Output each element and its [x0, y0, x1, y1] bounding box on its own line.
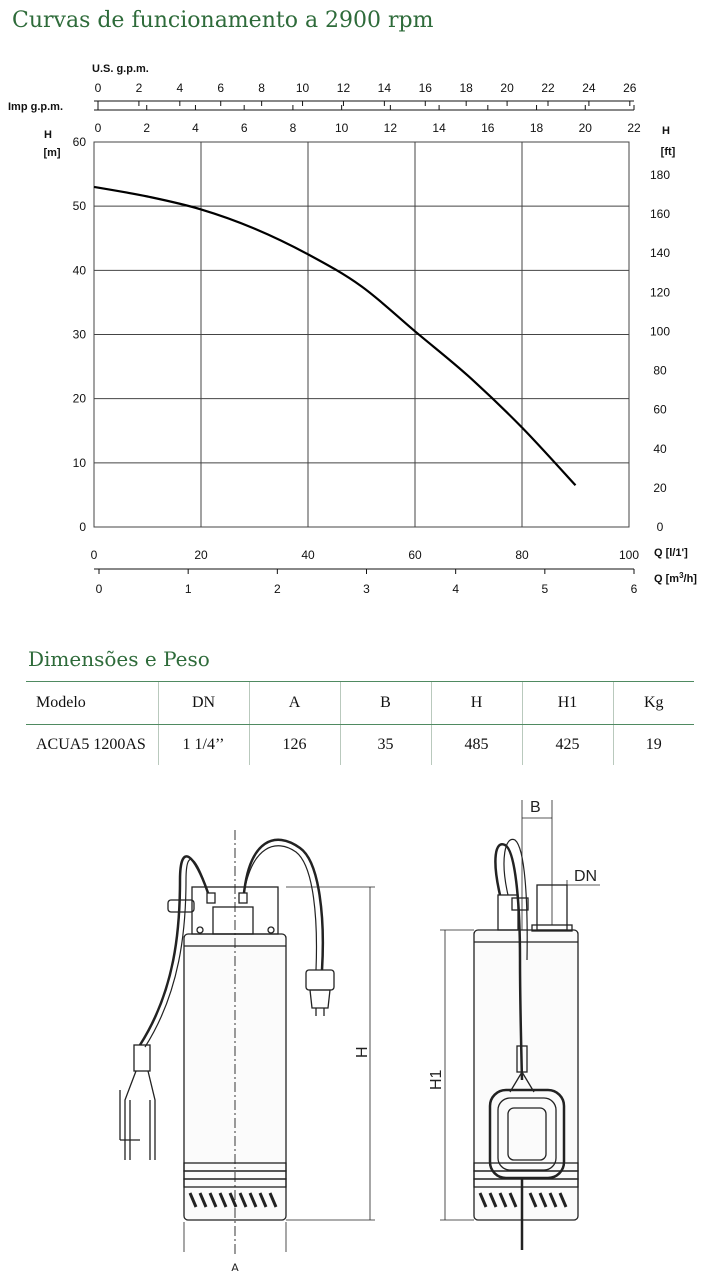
- header-dn: DN: [158, 682, 249, 725]
- pump-dimension-drawing: [0, 790, 722, 1271]
- y-tick-label-ft: 100: [649, 324, 671, 339]
- cell-h: 485: [431, 725, 522, 766]
- y-tick-label-m: 40: [72, 263, 86, 278]
- axis-label-impgpm: Imp g.p.m.: [8, 101, 63, 113]
- performance-chart: [0, 50, 722, 605]
- table-row: [26, 725, 694, 766]
- y-tick-label-ft: 160: [649, 207, 671, 222]
- axis-label-m3h: Q $[m^3/h]$: [654, 571, 697, 585]
- x-tick-label-impgpm: 4: [192, 121, 199, 135]
- header-modelo: Modelo: [26, 682, 158, 725]
- x-tick-label-usgpm: 18: [459, 81, 473, 95]
- x-tick-label-usgpm: 0: [94, 81, 102, 95]
- y-tick-label-m: 10: [72, 455, 86, 470]
- x-tick-label-lps: 100: [618, 548, 640, 562]
- axis-label-lps: Q [l/1']: [654, 547, 688, 559]
- y-axis-label-m: H: [44, 129, 52, 141]
- x-tick-label-impgpm: 10: [334, 121, 349, 135]
- dim-label-h: H: [354, 1046, 371, 1058]
- power-plug: [306, 970, 334, 990]
- x-tick-label-impgpm: 18: [529, 121, 544, 135]
- header-a: A: [249, 682, 340, 725]
- dimensions-title: Dimensões e Peso: [28, 647, 210, 671]
- x-tick-label-usgpm: 8: [258, 81, 265, 95]
- y-axis-unit-m: [m]: [43, 147, 61, 159]
- dim-label-h1: H1: [428, 1069, 445, 1090]
- x-tick-label-usgpm: 4: [176, 81, 184, 95]
- x-tick-label-impgpm: 14: [432, 121, 446, 135]
- y-tick-label-ft: 120: [649, 285, 671, 300]
- x-tick-label-usgpm: 12: [336, 81, 351, 95]
- x-tick-label-usgpm: 20: [500, 81, 514, 95]
- y-axis-unit-ft: [ft]: [660, 146, 676, 158]
- y-tick-label-ft: 140: [649, 246, 671, 261]
- y-axis-label-ft: H: [662, 125, 670, 137]
- x-tick-label-usgpm: 6: [217, 81, 225, 95]
- x-tick-label-lps: 40: [301, 548, 315, 562]
- dimensions-table: [26, 681, 694, 765]
- x-tick-label-usgpm: 2: [135, 81, 143, 95]
- dim-label-b: B: [530, 799, 541, 816]
- x-tick-label-m3h: 5: [541, 582, 549, 596]
- x-tick-label-m3h: 2: [273, 582, 281, 596]
- cell-a: 126: [249, 725, 340, 766]
- x-tick-label-usgpm: 10: [295, 81, 310, 95]
- y-tick-label-m: 0: [79, 520, 86, 534]
- x-tick-label-impgpm: 8: [289, 121, 297, 135]
- x-tick-label-usgpm: 26: [623, 81, 637, 95]
- x-tick-label-impgpm: 2: [143, 121, 151, 135]
- y-tick-label-m: 20: [72, 391, 86, 406]
- cell-b: 35: [340, 725, 431, 766]
- x-tick-label-impgpm: 6: [240, 121, 248, 135]
- x-tick-label-usgpm: 24: [582, 81, 596, 95]
- cell-h1: 425: [522, 725, 613, 766]
- header-kg: Kg: [613, 682, 694, 725]
- axis-label-usgpm: U.S. g.p.m.: [92, 63, 149, 75]
- dim-label-dn: DN: [574, 868, 598, 885]
- table-header-row: [26, 682, 694, 725]
- header-h1: H1: [522, 682, 613, 725]
- x-tick-label-impgpm: 22: [627, 121, 641, 135]
- y-tick-label-ft: 20: [653, 480, 667, 495]
- dim-label-a: A: [231, 1261, 240, 1271]
- x-tick-label-usgpm: 16: [418, 81, 432, 95]
- cell-kg: 19: [613, 725, 694, 766]
- x-tick-label-lps: 20: [194, 548, 208, 562]
- page-title: Curvas de funcionamento a 2900 rpm: [12, 8, 434, 33]
- x-tick-label-lps: 0: [90, 548, 98, 562]
- y-tick-label-m: 50: [72, 199, 86, 214]
- x-tick-label-usgpm: 22: [541, 81, 555, 95]
- x-tick-label-impgpm: 0: [94, 121, 102, 135]
- x-tick-label-usgpm: 14: [377, 81, 392, 95]
- x-tick-label-m3h: 0: [95, 582, 103, 596]
- x-tick-label-m3h: 6: [630, 582, 638, 596]
- y-tick-label-ft: 80: [653, 363, 667, 378]
- x-tick-label-m3h: 1: [184, 582, 192, 596]
- y-tick-label-m: 30: [72, 327, 86, 342]
- pump-body-side: [474, 930, 578, 1220]
- x-tick-label-lps: 60: [408, 548, 422, 562]
- header-h: H: [431, 682, 522, 725]
- header-b: B: [340, 682, 431, 725]
- y-tick-label-ft: 40: [653, 441, 667, 456]
- x-tick-label-m3h: 3: [363, 582, 370, 596]
- y-tick-label-ft: 0: [656, 520, 664, 534]
- series-line-acua5-1200as: [94, 187, 576, 485]
- x-tick-label-lps: 80: [515, 548, 529, 562]
- y-tick-label-ft: 180: [649, 167, 671, 182]
- x-tick-label-impgpm: 20: [578, 121, 592, 135]
- x-tick-label-m3h: 4: [452, 582, 460, 596]
- y-tick-label-ft: 60: [653, 402, 667, 417]
- x-tick-label-impgpm: 16: [481, 121, 495, 135]
- y-tick-label-m: 60: [72, 135, 86, 149]
- cell-modelo: ACUA5 1200AS: [36, 736, 146, 753]
- x-tick-label-impgpm: 12: [383, 121, 398, 135]
- cell-dn: 1 1/4’’: [158, 725, 249, 766]
